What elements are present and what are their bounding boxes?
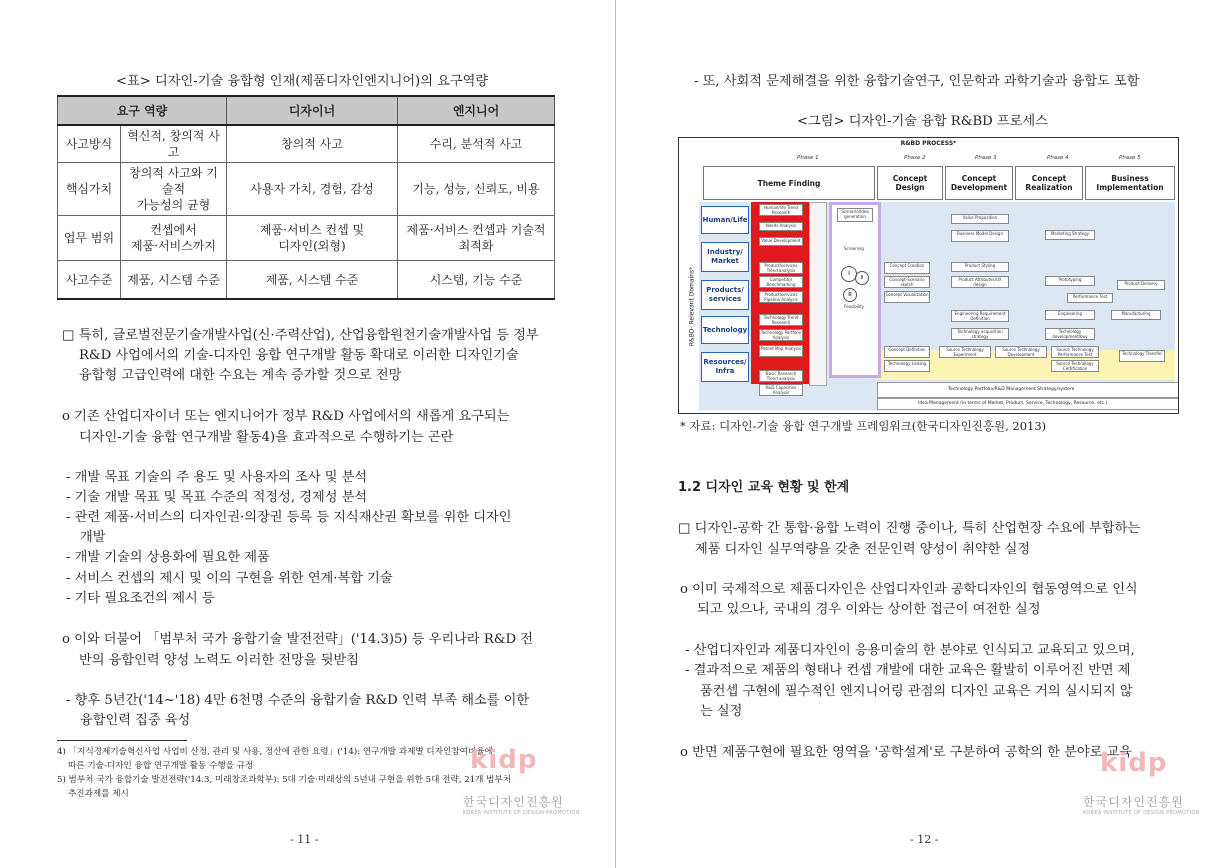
list-item: - 결과적으로 제품의 형태나 컨셉 개발에 대한 교육은 활발히 이루어진 반면 제	[685, 663, 1131, 678]
cell: 혁신적, 창의적 사고	[121, 125, 227, 163]
mini-box: Product/services Trend analysis	[759, 262, 803, 274]
portfolio-bar: Technology Portfolio/R&D Management Strategy/system	[877, 382, 1179, 398]
paragraph-line: o 이와 더불어 「범부처 국가 융합기술 발전전략」('14.3)5) 등 우리나라 R&D 전	[62, 632, 534, 647]
list-item: 는 실정	[700, 704, 743, 719]
mini-box: Concept-Scenario sketch	[884, 276, 930, 288]
cell: 창의적 사고와 기술적 가능성의 균형	[121, 163, 227, 216]
rbd-process-figure	[678, 137, 1179, 414]
list-item: - 서비스 컨셉의 제시 및 이의 구현을 위한 연계·복합 기술	[66, 571, 393, 586]
paragraph-line: □ 디자인-공학 간 통합·융합 노력이 진행 중이나, 특히 산업현장 수요에 부합하는	[678, 521, 1141, 536]
footnote: 추진과제를 제시	[68, 789, 129, 799]
mini-box: Concept Visualization	[884, 291, 930, 303]
logo-name-en: KOREA INSTITUTE OF DESIGN PROMOTION	[463, 810, 580, 816]
domain-industry-market: Industry/ Market	[701, 242, 749, 272]
paragraph-line: - 또, 사회적 문제해결을 위한 융합기술연구, 인문학과 과학기술과 융합도 포함	[694, 74, 1140, 89]
cell: 제품, 시스템 수준	[227, 261, 398, 300]
paragraph-line: 융합형 고급인력에 대한 수요는 계속 증가할 것으로 전망	[79, 368, 402, 383]
stage-circle-3: Ⅲ	[843, 288, 857, 302]
stage-business-implementation: Business Implementation	[1085, 166, 1175, 200]
cell: 컨셉에서 제품·서비스까지	[121, 216, 227, 261]
cell: 제품·서비스 컨셉과 기술적 최적화	[398, 216, 555, 261]
stage-theme-finding: Theme Finding	[703, 166, 875, 200]
list-item: - 기술 개발 목표 및 목표 수준의 적정성, 경제성 분석	[66, 490, 368, 505]
page-number: - 12 -	[910, 833, 939, 846]
cell: 시스템, 기능 수준	[398, 261, 555, 300]
footnote: 4) 「지식경제기술혁신사업 사업비 산정, 관리 및 사용, 정산에 관한 요령」('14): 연구개발 과제별 디자인참여비율에	[57, 747, 493, 757]
competency-table	[57, 95, 555, 300]
list-item: - 개발 목표 기술의 주 용도 및 사용자의 조사 및 분석	[66, 470, 368, 485]
mini-box: Product/services Pipeline Analysis	[759, 291, 803, 303]
row-label: 핵심가치	[58, 163, 121, 216]
paragraph-line: □ 특히, 글로벌전문기술개발사업(신·주력산업), 산업융합원천기술개발사업 등 정부	[62, 328, 539, 343]
list-item: - 향후 5년간('14~'18) 4만 6천명 수준의 융합기술 R&D 인력 부족 해소를 이한	[66, 693, 530, 708]
phase-label: Phase 3	[975, 155, 997, 161]
mini-box: Source Technology Experiment	[939, 346, 991, 358]
footnote-rule	[57, 740, 187, 741]
footnote: 따른 기술-디자인 융합 연구개발 활동 수행을 규정	[68, 761, 254, 771]
mini-box: Source Technology Development	[995, 346, 1047, 358]
domain-human-life: Human/Life	[701, 206, 749, 234]
list-item: 융합인력 집중 육성	[80, 713, 191, 728]
mini-box: Engineering	[1045, 310, 1095, 320]
logo-name: 한국디자인진흥원	[1083, 795, 1184, 809]
row-label: 사고수준	[58, 261, 121, 300]
logo-name: 한국디자인진흥원	[463, 795, 564, 809]
logo-name-en: KOREA INSTITUTE OF DESIGN PROMOTION	[1083, 810, 1200, 816]
cell: 창의적 사고	[227, 125, 398, 163]
mini-box: Technology Linking	[884, 360, 930, 372]
kidp-logo	[1100, 748, 1167, 778]
paragraph-line: o 이미 국제적으로 제품디자인은 산업디자인과 공학디자인의 협동영역으로 인식	[680, 582, 1138, 597]
paragraph-line: 되고 있으나, 국내의 경우 이와는 상이한 접근이 여전한 실정	[697, 602, 1041, 617]
mini-box: Product Delivery	[1117, 280, 1165, 290]
mini-box: Scenario/Idea generation	[837, 208, 873, 222]
paragraph-line: o 반면 제품구현에 필요한 영역을 '공학설계'로 구분하여 공학의 한 분야로 교육	[680, 745, 1133, 760]
header-required: 요구 역량	[58, 96, 227, 125]
paragraph-line: R&D 사업에서의 기술-디자인 융합 연구개발 활동 확대로 이러한 디자인기술	[79, 348, 519, 363]
mini-box: Concept Creation	[884, 262, 930, 274]
mini-box: Prototyping	[1045, 276, 1095, 286]
domain-resources-infra: Resources/ Infra	[701, 352, 749, 382]
row-label: 업무 범위	[58, 216, 121, 261]
side-label-area	[687, 208, 697, 408]
list-item: - 기타 필요조건의 제시 등	[66, 591, 215, 606]
mini-box: Manufacturing	[1111, 310, 1161, 320]
mini-box: Technology development/buy	[1045, 328, 1095, 340]
section-heading: 1.2 디자인 교육 현황 및 한계	[678, 480, 850, 495]
mini-box: Technology acquisition strategy	[951, 328, 1009, 340]
phase-label: Phase 1	[797, 155, 819, 161]
mini-box: Technology Transfer	[1119, 350, 1165, 362]
mini-box: Value Proposition	[951, 214, 1009, 224]
kidp-mark: kidp	[470, 745, 538, 775]
side-label: R&BD- Relevant Domains*	[688, 266, 696, 347]
header-engineer: 엔지니어	[398, 96, 555, 125]
phase-label: Phase 5	[1119, 155, 1141, 161]
paragraph-line: 제품 디자인 실무역량을 갖춘 전문인력 양성이 취약한 실정	[695, 542, 1031, 557]
page-divider	[615, 0, 616, 868]
table-caption: <표> 디자인-기술 융합형 인재(제품디자인엔지니어)의 요구역량	[116, 74, 489, 89]
mini-box: Technology Trend Research	[759, 314, 803, 326]
figure-caption: <그림> 디자인-기술 융합 R&BD 프로세스	[797, 114, 1048, 129]
cell: 수리, 분석적 사고	[398, 125, 555, 163]
list-item: - 개발 기술의 상용화에 필요한 제품	[66, 550, 270, 565]
mini-box: Product Attributes/UX design	[951, 276, 1009, 288]
list-item: 품컨셉 구현에 필수적인 엔지니어링 관점의 디자인 교육은 거의 실시되지 않	[700, 684, 1133, 699]
stage-circle-1: Ⅰ	[841, 266, 857, 282]
kidp-logo-text	[1083, 793, 1200, 816]
cell: 기능, 성능, 신뢰도, 비용	[398, 163, 555, 216]
stage-circle-2: Ⅱ	[855, 271, 869, 285]
cell: 제품·서비스 컨셉 및 디자인(외형)	[227, 216, 398, 261]
analysis-column	[809, 202, 827, 386]
mini-box: Basic Research Trend analysis	[759, 370, 803, 382]
mini-box: Needs Analysis	[759, 222, 803, 231]
paragraph-line: 반의 융합인력 양성 노력도 이러한 전망을 뒷받침	[79, 653, 359, 668]
header-designer: 디자이너	[227, 96, 398, 125]
mini-box: Feasibility	[844, 304, 864, 309]
mini-box: Product Styling	[951, 262, 1009, 272]
phase-label: Phase 4	[1047, 155, 1069, 161]
cell: 사용자 가치, 경험, 감성	[227, 163, 398, 216]
mini-box: Source Technology Certification	[1051, 360, 1099, 372]
paragraph-line: 디자인-기술 융합 연구개발 활동4)을 효과적으로 수행하기는 곤란	[79, 430, 454, 445]
stage-concept-design: Concept Design	[877, 166, 943, 200]
phase-label: Phase 2	[904, 155, 926, 161]
mini-box: Performance Test	[1067, 293, 1113, 303]
row-label: 사고방식	[58, 125, 121, 163]
stage-concept-realization: Concept Realization	[1015, 166, 1083, 200]
figure-title: R&BD PROCESS*	[900, 140, 957, 147]
mini-box: Marketing Strategy	[1045, 230, 1095, 240]
list-item: - 산업디자인과 제품디자인이 응용미술의 한 분야로 인식되고 교육되고 있으며,	[685, 643, 1135, 658]
mini-box: Source Technology Performance Test	[1051, 346, 1099, 358]
list-item: - 관련 제품·서비스의 디자인권·의장권 등록 등 지식재산권 확보를 위한 디자인	[66, 510, 512, 525]
cell: 제품, 시스템 수준	[121, 261, 227, 300]
kidp-logo	[470, 745, 537, 775]
kidp-mark: kidp	[1100, 748, 1168, 778]
figure-source: * 자료: 디자인-기술 융합 연구개발 프레임워크(한국디자인진흥원, 2013)	[680, 419, 1047, 433]
mini-box: R&D Capacities Analysis	[759, 384, 803, 396]
mini-box: Technology Portfolio Analysis	[760, 330, 802, 340]
mini-box: Human/life Trend Research	[759, 204, 803, 216]
idea-management-bar: Idea Management (in terms of Market, Product, Service, Technology, Resource, etc.)	[877, 398, 1179, 410]
page-number: - 11 -	[290, 833, 319, 846]
stage-concept-development: Concept Development	[945, 166, 1013, 200]
mini-box: Concept Definition	[884, 346, 930, 358]
mini-box: Patent Map Analysis	[759, 345, 803, 357]
paragraph-line: o 기존 산업디자이너 또는 엔지니어가 정부 R&D 사업에서의 새롭게 요구되는	[62, 409, 510, 424]
kidp-logo-text	[463, 793, 580, 816]
mini-box: Value Development	[759, 237, 803, 246]
mini-box: Competitor Benchmarking	[759, 276, 803, 288]
domain-products-services: Products/ services	[701, 280, 749, 310]
footnote: 5) 범부처 국가 융합기술 발전전략('14.3, 미래창조과학부): 5대 기술·미래상의 5년내 구현을 위한 5대 전략, 21개 범부처	[57, 775, 512, 785]
mini-box: Screening	[844, 246, 864, 251]
domain-technology: Technology	[701, 316, 749, 344]
list-item: 개발	[80, 530, 106, 545]
mini-box: Engineering Requirement Definition	[951, 310, 1009, 322]
mini-box: Business Model Design	[951, 230, 1009, 242]
